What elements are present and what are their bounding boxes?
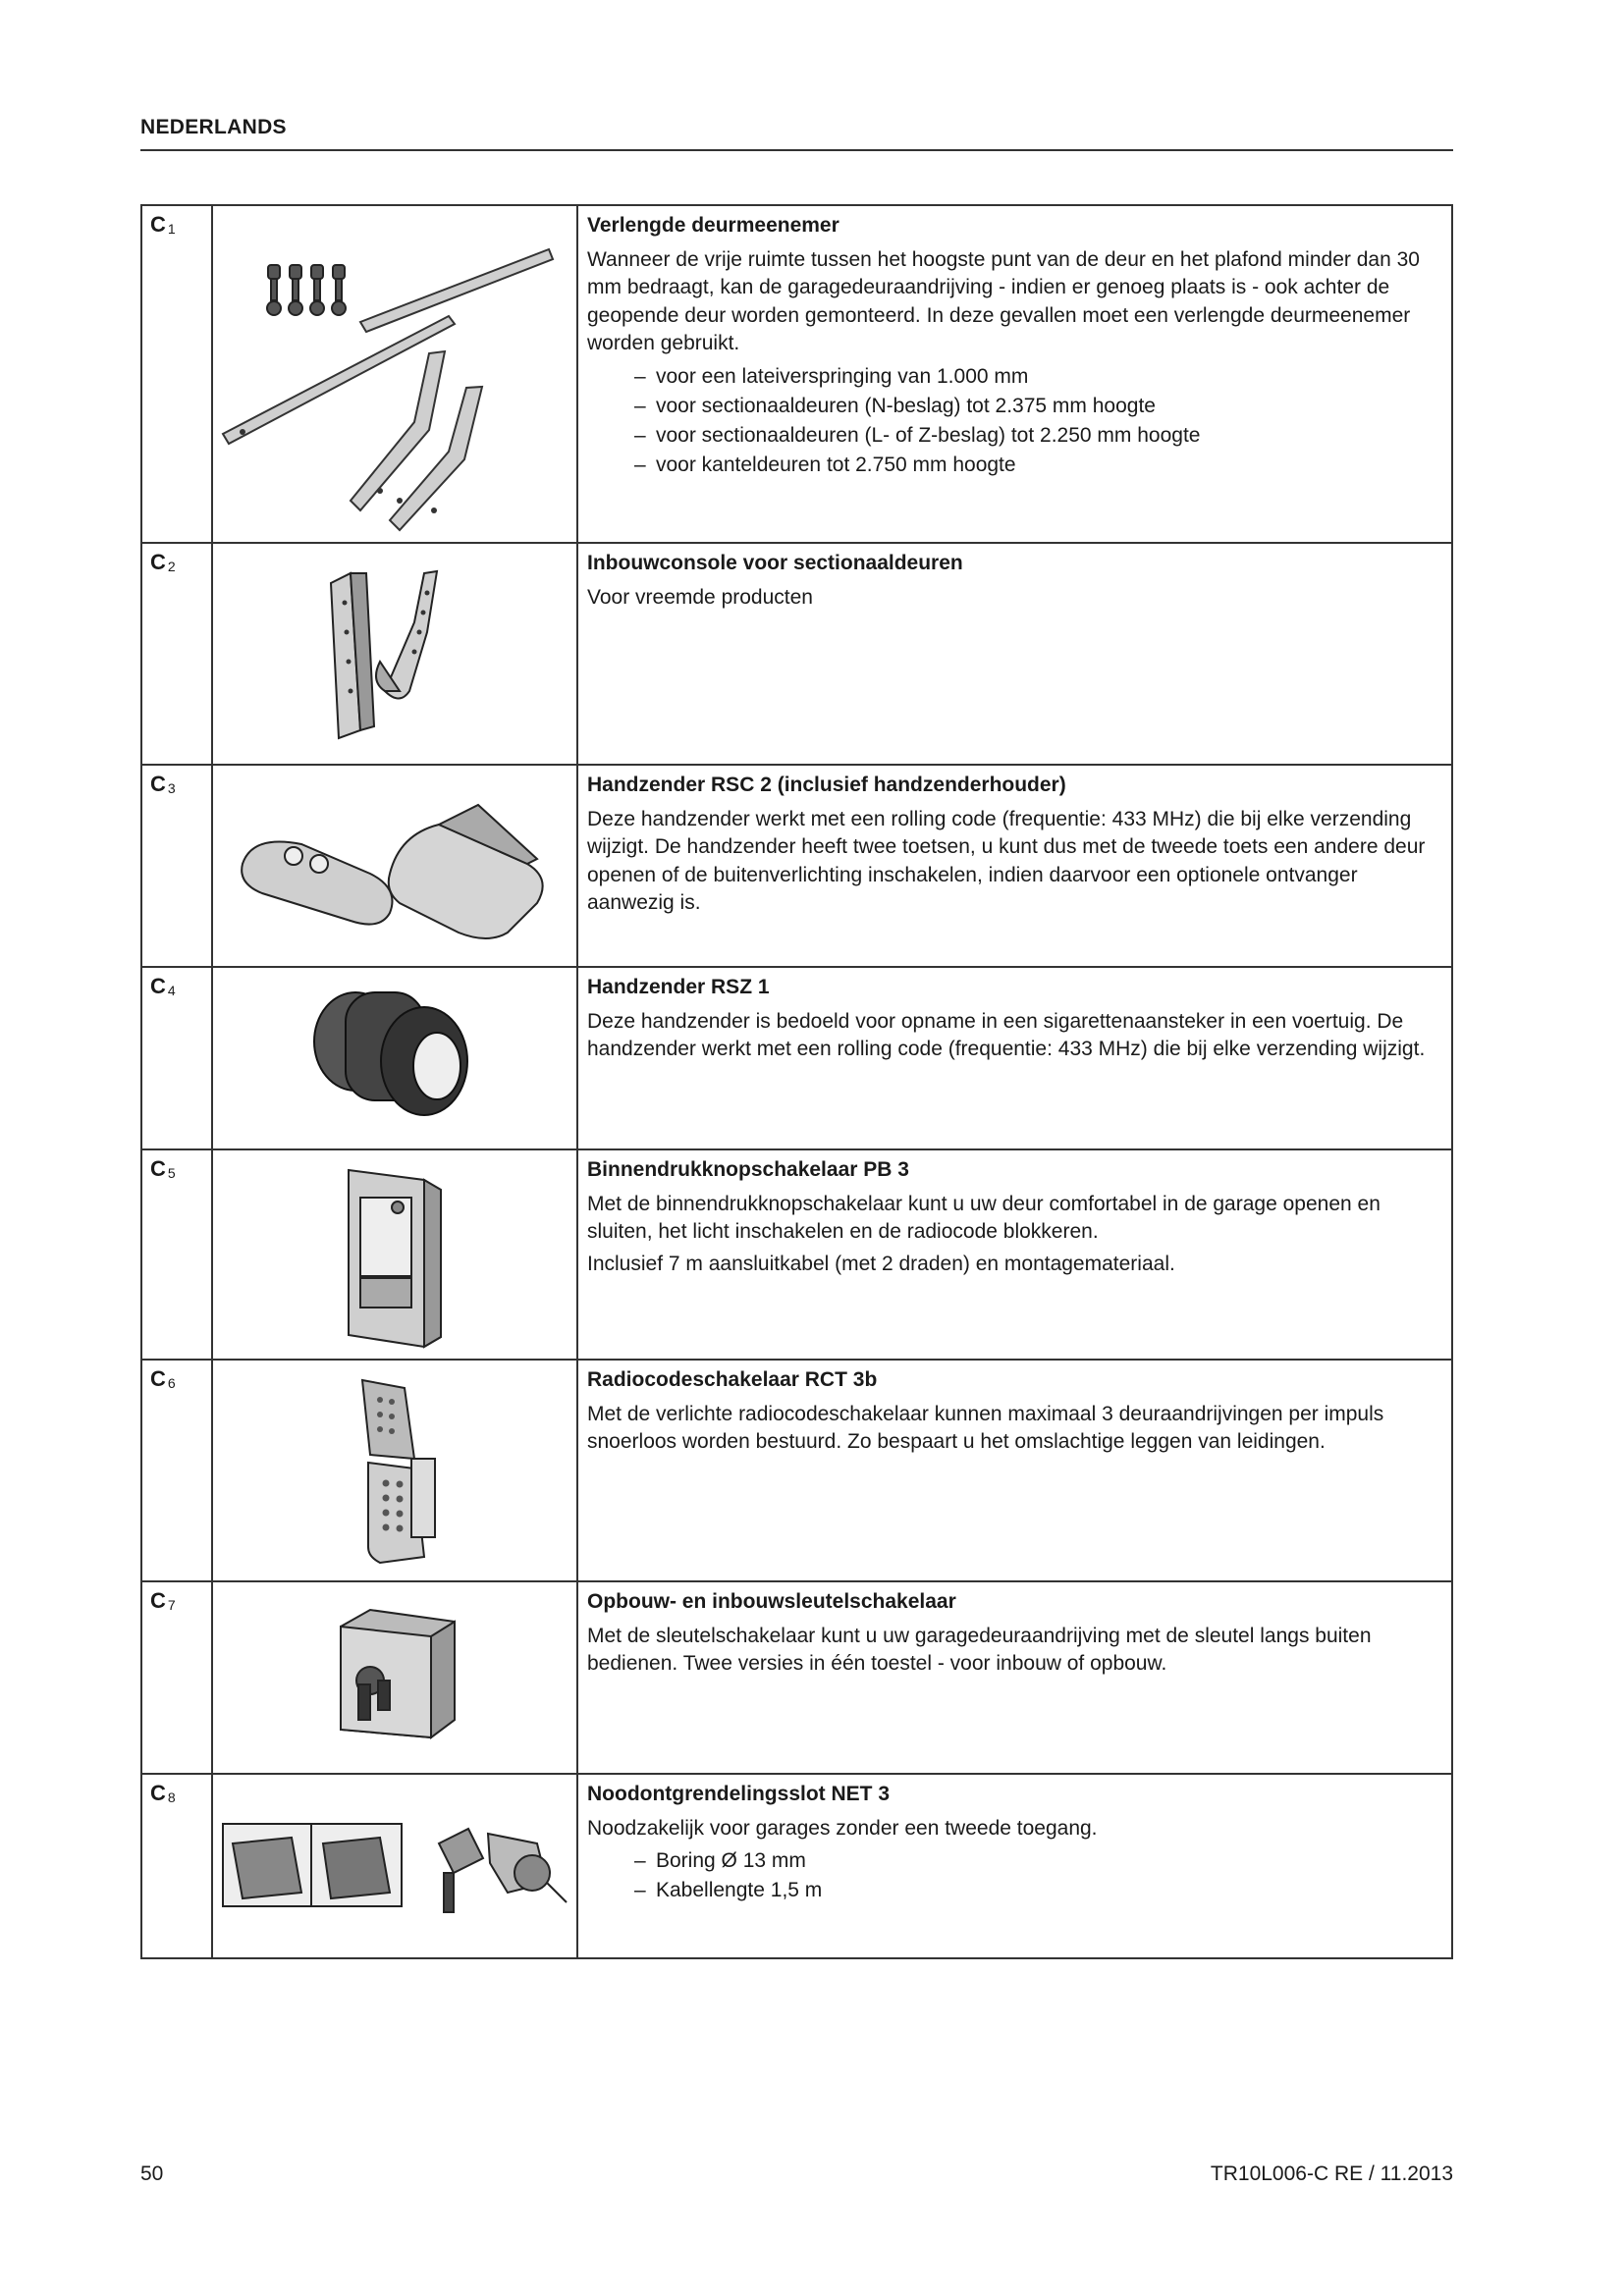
item-image	[212, 967, 577, 1149]
hand-transmitter-rsz1-illustration	[213, 968, 576, 1147]
table-row	[141, 1581, 1452, 1774]
item-image	[212, 205, 577, 543]
item-code: C $_6$	[141, 1360, 212, 1581]
list-item: – voor sectionaaldeuren (L- of Z-beslag) tot 2.250 mm hoogte	[634, 421, 1441, 451]
item-paragraph: Met de binnendrukknopschakelaar kunt u uw deur comfortabel in de garage openen en sluiten, het licht inschakelen en de radiocode blokkeren.	[587, 1192, 1380, 1243]
hand-transmitter-rsc2-illustration	[213, 766, 576, 964]
item-image	[212, 1581, 577, 1774]
bolt-icon	[289, 265, 302, 315]
table-row	[141, 1774, 1452, 1958]
item-image	[212, 1360, 577, 1581]
item-paragraph: Wanneer de vrije ruimte tussen het hoogste punt van de deur en het plafond minder dan 30 mm bedraagt, kan de garagedeuraandrijving - indien er genoeg plaats is - ook achter de geopende deur worden gemonteerd. In deze gevallen moet een verlengde deurmeenemer worden gebruikt.	[587, 247, 1420, 354]
item-description	[577, 1149, 1452, 1360]
item-bullet-list	[587, 1846, 1441, 1905]
item-title: Binnendrukknopschakelaar PB 3	[587, 1158, 909, 1181]
item-code: C $_8$	[141, 1774, 212, 1958]
list-item: – Boring Ø 13 mm	[634, 1846, 1441, 1876]
item-description	[577, 205, 1452, 543]
list-item: – voor een lateiverspringing van 1.000 mm	[634, 362, 1441, 392]
item-description	[577, 1581, 1452, 1774]
bolt-icon	[310, 265, 324, 315]
item-title: Handzender RSC 2 (inclusief handzenderhouder)	[587, 774, 1066, 796]
list-item: – voor kanteldeuren tot 2.750 mm hoogte	[634, 451, 1441, 480]
radio-code-switch-rct3b-illustration	[213, 1361, 576, 1578]
table-row	[141, 205, 1452, 543]
language-label: NEDERLANDS	[140, 116, 287, 138]
list-item: – Kabellengte 1,5 m	[634, 1876, 1441, 1905]
item-image	[212, 543, 577, 765]
push-button-pb3-illustration	[213, 1150, 576, 1357]
key-switch-illustration	[213, 1582, 576, 1771]
door-arm-extension-illustration	[213, 206, 576, 540]
item-code: C $_2$	[141, 543, 212, 765]
item-title: Handzender RSZ 1	[587, 976, 770, 998]
item-description	[577, 967, 1452, 1149]
table-row	[141, 1149, 1452, 1360]
item-image	[212, 1774, 577, 1958]
emergency-release-lock-illustration	[213, 1775, 576, 1955]
item-image	[212, 765, 577, 967]
table-row	[141, 543, 1452, 765]
item-image	[212, 1149, 577, 1360]
item-description	[577, 1360, 1452, 1581]
page-number: 50	[140, 2163, 164, 2185]
accessories-table	[140, 204, 1453, 1959]
item-paragraph: Inclusief 7 m aansluitkabel (met 2 draden) en montagemateriaal.	[587, 1252, 1175, 1275]
document-reference: TR10L006-C RE / 11.2013	[1210, 2163, 1453, 2185]
item-title: Radiocodeschakelaar RCT 3b	[587, 1368, 878, 1391]
bolt-icon	[267, 265, 281, 315]
item-title: Verlengde deurmeenemer	[587, 214, 839, 237]
page-header	[140, 116, 1453, 151]
list-item: – voor sectionaaldeuren (N-beslag) tot 2.375 mm hoogte	[634, 392, 1441, 421]
item-description	[577, 543, 1452, 765]
table-row	[141, 765, 1452, 967]
item-code: C $_3$	[141, 765, 212, 967]
item-title: Noodontgrendelingsslot NET 3	[587, 1783, 890, 1805]
item-code: C $_7$	[141, 1581, 212, 1774]
item-paragraph: Met de verlichte radiocodeschakelaar kunnen maximaal 3 deuraandrijvingen per impuls snoerloos worden bestuurd. Zo bespaart u het omslachtige leggen van leidingen.	[587, 1402, 1384, 1453]
bolt-icon	[332, 265, 346, 315]
item-title: Inbouwconsole voor sectionaaldeuren	[587, 552, 963, 574]
item-bullet-list	[587, 362, 1441, 480]
item-code: C $_1$	[141, 205, 212, 543]
table-row	[141, 1360, 1452, 1581]
item-description	[577, 765, 1452, 967]
item-paragraph: Met de sleutelschakelaar kunt u uw garagedeuraandrijving met de sleutel langs buiten bedienen. Twee versies in één toestel - voor inbouw of opbouw.	[587, 1624, 1372, 1675]
mounting-console-illustration	[213, 544, 576, 762]
item-code: C $_4$	[141, 967, 212, 1149]
item-description	[577, 1774, 1452, 1958]
table-row	[141, 967, 1452, 1149]
item-paragraph: Voor vreemde producten	[587, 585, 813, 609]
item-code: C $_5$	[141, 1149, 212, 1360]
item-paragraph: Deze handzender is bedoeld voor opname in een sigarettenaansteker in een voertuig. De handzender werkt met een rolling code (frequentie: 433 MHz) die bij elke verzending wijzigt.	[587, 1009, 1426, 1060]
item-title: Opbouw- en inbouwsleutelschakelaar	[587, 1590, 956, 1613]
item-paragraph: Deze handzender werkt met een rolling code (frequentie: 433 MHz) die bij elke verzending wijzigt. De handzender heeft twee toetsen, u kunt dus met de tweede toets een andere deur openen of de buitenverlichting inschakelen, indien daarvoor een optionele ontvanger aanwezig is.	[587, 807, 1426, 914]
item-paragraph: Noodzakelijk voor garages zonder een tweede toegang.	[587, 1816, 1098, 1840]
